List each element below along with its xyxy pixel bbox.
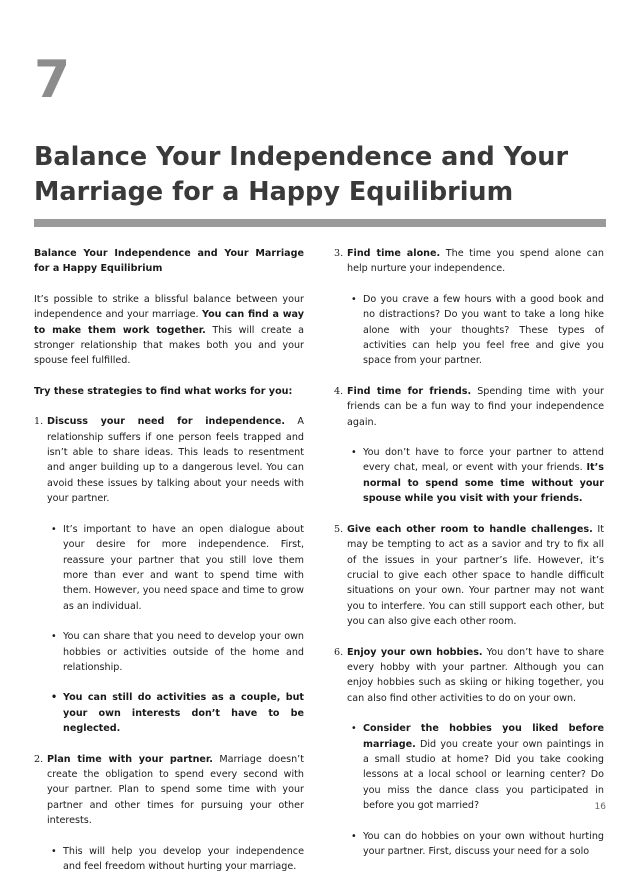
bullet-7-text: Did you create your own paintings in a small studio at home? Did you take cooking lessons at a local school or learning center? Do you miss the dance class you participated in before you got married? [363,738,604,812]
list-item-lead: Give each other room to handle challenges. [347,523,593,535]
list-item-text [347,246,604,277]
bullet-8: • You can do hobbies on your own without hurting your partner. First, discuss your need for a solo [347,829,604,860]
strategies-heading: Try these strategies to find what works for you: [34,385,293,397]
chapter-title [34,140,614,210]
list-item-5 [334,522,604,630]
bullet-4: • This will help you develop your independence and feel freedom without hurting your marriage. [47,844,304,875]
bullet-6-text: You don’t have to force your partner to attend every chat, meal, or event with your friends. [363,447,604,474]
list-number: 1. [34,416,44,428]
list-item-6 [334,645,604,860]
list-item-body: Spending time with your friends can be a fun way to find your independence again. [347,385,604,428]
list-number: 4. [334,385,344,397]
list-item-body: The time you spend alone can help nurture your independence. [347,248,604,275]
list-item-text [347,522,604,630]
bullet-6 [347,445,604,507]
intro-text-a: It’s possible to strike a blissful balance between your independence and your marriage. [34,293,304,321]
list-item-3 [334,246,604,369]
list-item-text [347,384,604,430]
list-item-body: Marriage doesn’t create the obligation to spend every second with your partner. Plan to spend some time with your partner and other times for pursuing your other interests. [47,753,304,827]
intro-text-b: You can find a way to make them work together. [34,309,304,336]
list-item-lead: Find time for friends. [347,385,472,397]
bullet-6-bold: It’s normal to spend some time without your spouse while you visit with your friends. [363,462,604,505]
bullet-5: • Do you crave a few hours with a good book and no distractions? Do you want to take a long hike alone with your thoughts? These types of activities can help you feel free and give you space from your partner. [347,292,604,369]
list-number: 5. [334,523,344,535]
bullet-1: • It’s important to have an open dialogue about your desire for more independence. First, reassure your partner that you still love them more than ever and want to spend time with them. However, you need space and time to grow as an individual. [47,522,304,614]
list-number: 2. [34,753,44,765]
list-item-body: A relationship suffers if one person feels trapped and isn’t able to share ideas. This leads to resentment and anger building up to a dangerous level. You can avoid these issues by talking about your needs with your partner. [47,416,304,505]
list-item-lead: Find time alone. [347,248,441,259]
intro-paragraph [34,292,304,369]
list-number: 3. [334,248,344,259]
bullet-7 [347,721,604,813]
list-item-lead: Enjoy your own hobbies. [347,646,483,658]
left-column [34,246,304,889]
list-item-text [347,645,604,707]
list-item-lead: Plan time with your partner. [47,753,213,765]
right-column [334,246,604,874]
section-heading: Balance Your Independence and Your Marriage for a Happy Equilibrium [34,248,304,275]
title-divider [34,219,606,227]
list-item-4 [334,384,604,507]
intro-text-c: This will create a stronger relationship that makes both you and your spouse feel fulfilled. [34,324,304,367]
bullet-2: • You can share that you need to develop your own hobbies or activities outside of the home and relationship. [47,629,304,675]
list-item-lead: Discuss your need for independence. [47,416,286,428]
bullet-3: • You can still do activities as a couple, but your own interests don’t have to be neglected. [47,690,304,736]
list-item-text [47,752,304,829]
list-item-body: You don’t have to share every hobby with your partner. Although you can enjoy hobbies such as skiing or hiking together, you can also find other activities to do on your own. [347,646,604,704]
page-number: 16 [594,802,606,812]
list-item-2 [34,752,304,875]
list-item-1 [34,414,304,736]
bullet-7-bold: Consider the hobbies you liked before marriage. [363,723,604,750]
list-item-body: It may be tempting to act as a savior and try to fix all of the issues in your partner’s life. However, it’s crucial to give each other space to handle difficult situations on your own. Your partner may not want you to interfere. You can still support each other, but you can also give each other room. [347,523,604,628]
list-item-text [47,414,304,506]
list-number: 6. [334,646,344,658]
chapter-title-line-2: Marriage for a Happy Equilibrium [34,177,514,207]
chapter-title-line-1: Balance Your Independence and Your [34,142,569,172]
chapter-number: 7 [34,50,71,110]
